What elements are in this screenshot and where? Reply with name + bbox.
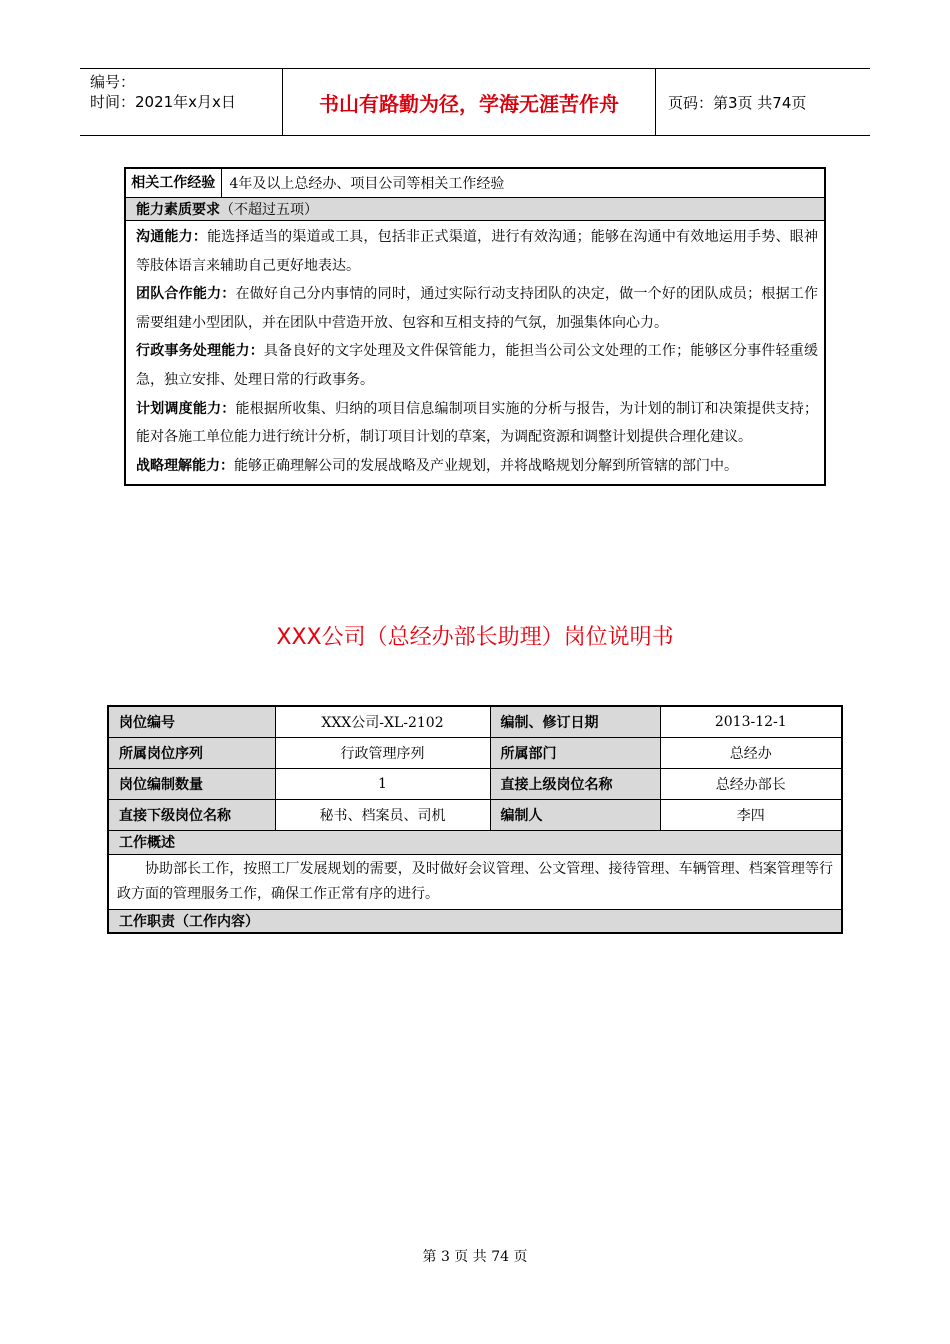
field-label: 岗位编制数量 <box>108 768 275 799</box>
header-page-info: 页码：第3页 共74页 <box>668 93 807 112</box>
table-row <box>108 706 842 737</box>
summary-row <box>108 854 842 909</box>
table-row <box>108 799 842 830</box>
summary-header-row <box>108 830 842 854</box>
field-label: 直接下级岗位名称 <box>108 799 275 830</box>
field-label: 岗位编号 <box>108 706 275 737</box>
field-label: 编制人 <box>490 799 660 830</box>
table-row <box>108 737 842 768</box>
experience-value: 4年及以上总经办、项目公司等相关工作经验 <box>221 168 825 198</box>
document-time-label: 时间：2021年x月x日 <box>90 93 236 111</box>
page-footer: 第 3 页 共 74 页 <box>422 1249 528 1265</box>
ability-item <box>136 395 818 452</box>
table-row <box>108 768 842 799</box>
experience-label: 相关工作经验 <box>125 168 221 198</box>
document-code-label: 编号： <box>90 73 136 91</box>
ability-text: 能够正确理解公司的发展战略及产业规划，并将战略规划分解到所管辖的部门中。 <box>234 457 738 474</box>
header-meta <box>80 69 282 135</box>
abilities-list <box>125 221 825 486</box>
summary-text: 协助部长工作，按照工厂发展规划的需要，及时做好会议管理、公文管理、接待管理、车辆管理、档案管理等行政方面的管理服务工作，确保工作正常有序的进行。 <box>108 854 842 909</box>
ability-name: 沟通能力： <box>136 229 208 245</box>
page-header <box>80 68 870 136</box>
field-label: 所属岗位序列 <box>108 737 275 768</box>
ability-text: 具备良好的文字处理及文件保管能力，能担当公司公文处理的工作；能够区分事件轻重缓急，独立安排、处理日常的行政事务。 <box>136 343 819 388</box>
abilities-row <box>125 221 825 486</box>
field-value: 秘书、档案员、司机 <box>275 799 490 830</box>
field-value: 总经办部长 <box>660 768 842 799</box>
ability-section-note: （不超过五项） <box>220 202 318 218</box>
requirements-table <box>124 167 826 486</box>
ability-name: 战略理解能力： <box>136 457 234 474</box>
field-value: 李四 <box>660 799 842 830</box>
ability-name: 团队合作能力： <box>136 286 236 303</box>
ability-section-title: 能力素质要求 <box>136 202 220 218</box>
ability-item <box>136 223 818 280</box>
field-label: 所属部门 <box>490 737 660 768</box>
ability-name: 行政事务处理能力： <box>136 343 264 360</box>
ability-name: 计划调度能力： <box>136 400 236 417</box>
ability-section-header <box>125 198 825 221</box>
ability-section-row <box>125 198 825 221</box>
summary-label: 工作概述 <box>108 830 842 854</box>
field-value: 行政管理序列 <box>275 737 490 768</box>
job-info-table <box>107 705 843 934</box>
field-label: 直接上级岗位名称 <box>490 768 660 799</box>
ability-text: 在做好自己分内事情的同时，通过实际行动支持团队的决定，做一个好的团队成员；根据工作需要组建小型团队，并在团队中营造开放、包容和互相支持的气氛，加强集体向心力。 <box>136 286 819 331</box>
ability-text: 能根据所收集、归纳的项目信息编制项目实施的分析与报告，为计划的制订和决策提供支持；能对各施工单位能力进行统计分析，制订项目计划的草案，为调配资源和调整计划提供合理化建议。 <box>136 400 819 446</box>
field-value: 1 <box>275 768 490 799</box>
header-motto: 书山有路勤为径，学海无涯苦作舟 <box>282 69 656 135</box>
ability-item <box>136 337 818 394</box>
ability-item <box>136 452 818 481</box>
experience-row <box>125 168 825 198</box>
ability-text: 能选择适当的渠道或工具，包括非正式渠道，进行有效沟通；能够在沟通中有效地运用手势、眼神等肢体语言来辅助自己更好地表达。 <box>136 229 819 274</box>
duties-header-row <box>108 909 842 933</box>
field-label: 编制、修订日期 <box>490 706 660 737</box>
duties-label: 工作职责（工作内容） <box>108 909 842 933</box>
field-value: 总经办 <box>660 737 842 768</box>
field-value: XXX公司-XL-2102 <box>275 706 490 737</box>
document-title: XXX公司（总经办部长助理）岗位说明书 <box>276 625 674 650</box>
ability-item <box>136 280 818 337</box>
field-value: 2013-12-1 <box>660 706 842 737</box>
